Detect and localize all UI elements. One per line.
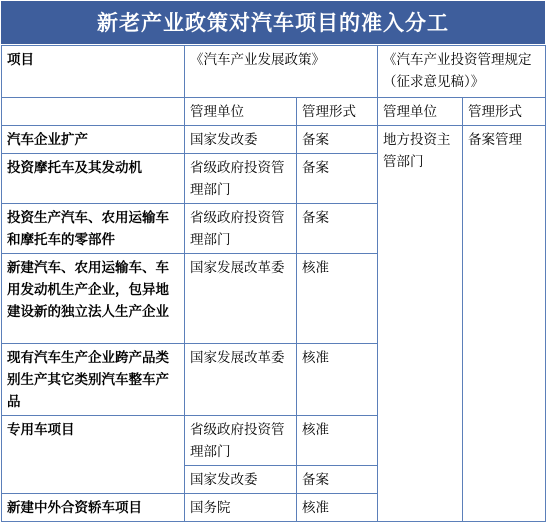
table-title: 新老产业政策对汽车项目的准入分工 bbox=[1, 1, 545, 44]
row-unit: 省级政府投资管理部门 bbox=[185, 204, 297, 254]
header-new-unit: 管理单位 bbox=[378, 98, 463, 126]
row-unit: 省级政府投资管理部门 bbox=[185, 416, 297, 466]
header-item: 项目 bbox=[2, 46, 185, 98]
policy-table-figure bbox=[1, 1, 545, 516]
table-subheader-row bbox=[2, 98, 546, 126]
row-item: 新建中外合资轿车项目 bbox=[2, 494, 185, 522]
new-policy-unit: 地方投资主管部门 bbox=[378, 126, 463, 522]
row-unit: 省级政府投资管理部门 bbox=[185, 154, 297, 204]
row-unit: 国务院 bbox=[185, 494, 297, 522]
row-unit: 国家发展改革委 bbox=[185, 254, 297, 344]
row-form: 备案 bbox=[297, 204, 378, 254]
row-form: 核准 bbox=[297, 344, 378, 416]
new-policy-form: 备案管理 bbox=[463, 126, 546, 522]
row-form-secondary: 备案 bbox=[297, 466, 378, 494]
row-item: 投资生产汽车、农用运输车和摩托车的零部件 bbox=[2, 204, 185, 254]
row-item: 投资摩托车及其发动机 bbox=[2, 154, 185, 204]
row-unit: 国家发展改革委 bbox=[185, 344, 297, 416]
header-old-form: 管理形式 bbox=[297, 98, 378, 126]
row-item: 汽车企业扩产 bbox=[2, 126, 185, 154]
row-form: 核准 bbox=[297, 416, 378, 466]
row-unit-secondary: 国家发改委 bbox=[185, 466, 297, 494]
row-item: 新建汽车、农用运输车、车用发动机生产企业，包异地建设新的独立法人生产企业 bbox=[2, 254, 185, 344]
header-old-unit: 管理单位 bbox=[185, 98, 297, 126]
row-unit: 国家发改委 bbox=[185, 126, 297, 154]
row-form: 备案 bbox=[297, 126, 378, 154]
row-form: 核准 bbox=[297, 494, 378, 522]
subheader-blank bbox=[2, 98, 185, 126]
header-new-form: 管理形式 bbox=[463, 98, 546, 126]
table-row bbox=[2, 126, 546, 154]
header-old-policy: 《汽车产业发展政策》 bbox=[185, 46, 378, 98]
row-item: 专用车项目 bbox=[2, 416, 185, 494]
row-form: 核准 bbox=[297, 254, 378, 344]
row-item: 现有汽车生产企业跨产品类别生产其它类别汽车整车产品 bbox=[2, 344, 185, 416]
policy-table bbox=[1, 45, 546, 522]
header-new-policy: 《汽车产业投资管理规定（征求意见稿）》 bbox=[378, 46, 546, 98]
row-form: 备案 bbox=[297, 154, 378, 204]
table-header-row bbox=[2, 46, 546, 98]
